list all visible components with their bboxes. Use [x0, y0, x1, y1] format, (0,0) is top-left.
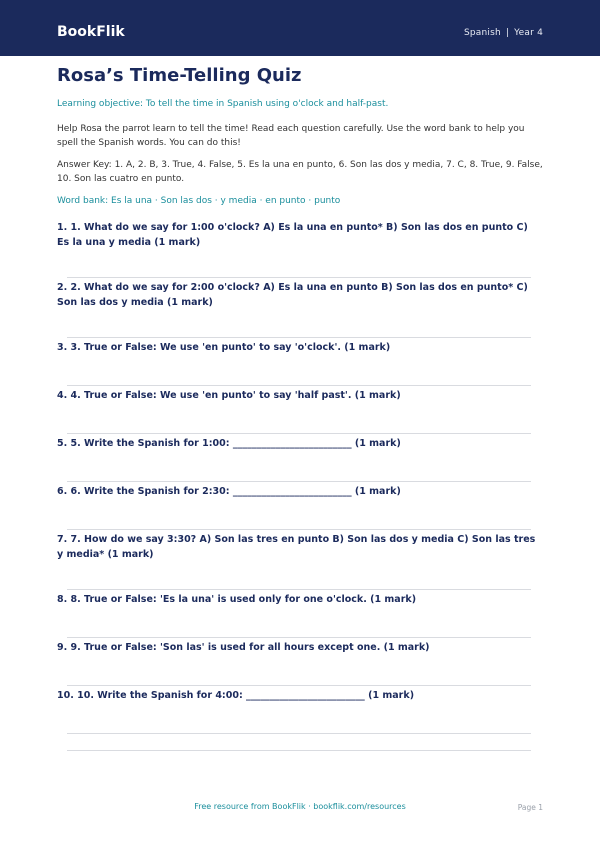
question-text: 1. 1. What do we say for 1:00 o'clock? A) Es la una en punto* B) Son las dos en punto C) Es la una y media (1 mark) [57, 222, 528, 248]
footer-resource-link[interactable]: Free resource from BookFlik · bookflik.com/resources [194, 802, 406, 811]
question-divider [67, 433, 531, 434]
question-divider [67, 685, 531, 686]
question-divider [67, 337, 531, 338]
meta-separator: | [505, 28, 510, 38]
word-bank: Word bank: Es la una · Son las dos · y media · en punto · punto [57, 196, 341, 206]
question-5 [57, 436, 543, 484]
question-text: 8. 8. True or False: 'Es la una' is used only for one o'clock. (1 mark) [57, 594, 417, 605]
question-divider [67, 385, 531, 386]
question-6 [57, 484, 543, 532]
question-text: 2. 2. What do we say for 2:00 o'clock? A) Es la una en punto B) Son las dos en punto* C) Son las dos y media (1 mark) [57, 282, 528, 308]
question-divider [67, 529, 531, 530]
worksheet-content [57, 64, 543, 736]
page-header [0, 0, 600, 56]
question-text: 9. 9. True or False: 'Son las' is used for all hours except one. (1 mark) [57, 642, 430, 653]
subject-label: Spanish [463, 28, 501, 38]
answer-key: Answer Key: 1. A, 2. B, 3. True, 4. False, 5. Es la una en punto, 6. Son las dos y media, 7. C, 8. True, 9. False, 10. Son las cuatro en punto. [57, 160, 543, 184]
question-10 [57, 688, 543, 736]
question-1 [57, 220, 543, 280]
learning-objective: Learning objective: To tell the time in Spanish using o'clock and half-past. [57, 99, 389, 109]
question-7 [57, 532, 543, 592]
question-text: 10. 10. Write the Spanish for 4:00: _________________________ (1 mark) [57, 690, 415, 701]
question-text: 3. 3. True or False: We use 'en punto' to say 'o'clock'. (1 mark) [57, 342, 391, 353]
page-number: Page 1 [517, 803, 543, 812]
footer-divider [67, 750, 531, 751]
question-text: 7. 7. How do we say 3:30? A) Son las tres en punto B) Son las dos y media C) Son las tres y media* (1 mark) [57, 534, 536, 560]
question-divider [67, 733, 531, 734]
question-3 [57, 340, 543, 388]
question-divider [67, 637, 531, 638]
question-9 [57, 640, 543, 688]
question-8 [57, 592, 543, 640]
question-list [57, 220, 543, 736]
intro-text: Help Rosa the parrot learn to tell the time! Read each question carefully. Use the word bank to help you spell the Spanish words. You can do this! [57, 124, 525, 148]
year-label: Year 4 [514, 28, 543, 38]
question-divider [67, 481, 531, 482]
question-4 [57, 388, 543, 436]
question-2 [57, 280, 543, 340]
question-text: 4. 4. True or False: We use 'en punto' to say 'half past'. (1 mark) [57, 390, 401, 401]
page-title: Rosa’s Time-Telling Quiz [57, 65, 302, 86]
question-divider [67, 277, 531, 278]
question-divider [67, 589, 531, 590]
question-text: 5. 5. Write the Spanish for 1:00: _________________________ (1 mark) [57, 438, 401, 449]
question-text: 6. 6. Write the Spanish for 2:30: _________________________ (1 mark) [57, 486, 401, 497]
header-meta [464, 27, 543, 39]
brand-logo-text: BookFlik [57, 24, 125, 40]
